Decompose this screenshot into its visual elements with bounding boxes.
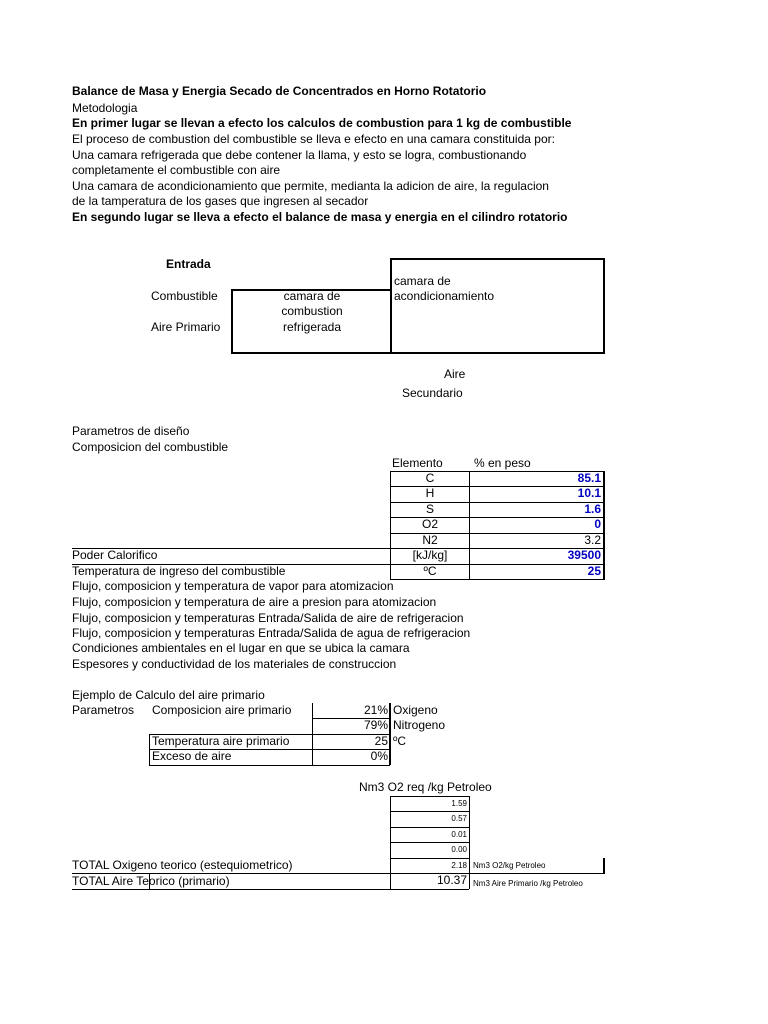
comp-aire-label: Composicion aire primario bbox=[152, 703, 292, 717]
o2-value: 1.59 bbox=[451, 799, 467, 808]
elemento-cell: H bbox=[425, 486, 435, 500]
temp-combustible-unit: ºC bbox=[423, 564, 437, 578]
combustible-label: Combustible bbox=[151, 289, 218, 303]
temp-combustible-value[interactable]: 25 bbox=[587, 564, 601, 578]
acondicionamiento-chamber bbox=[390, 258, 605, 354]
nitrogeno-pct[interactable]: 79% bbox=[363, 718, 388, 732]
total-aire-unit: Nm3 Aire Primario /kg Petroleo bbox=[473, 879, 583, 888]
flujo-item: Flujo, composicion y temperatura de aire a presion para atomizacion bbox=[72, 595, 437, 609]
parametros-diseno-label: Parametros de diseño bbox=[72, 424, 190, 438]
nitrogeno-label: Nitrogeno bbox=[393, 718, 446, 732]
flujo-item: Flujo, composicion y temperaturas Entrada/Salida de aire de refrigeracion bbox=[72, 611, 464, 625]
o2-header: Nm3 O2 req /kg Petroleo bbox=[359, 780, 492, 794]
intro-line-2: El proceso de combustion del combustible se lleva e efecto en una camara constituida por: bbox=[72, 132, 555, 146]
total-o2-unit: Nm3 O2/kg Petroleo bbox=[473, 861, 546, 870]
o2-value: 0.01 bbox=[451, 830, 467, 839]
o2-value: 0.57 bbox=[451, 814, 467, 823]
acond-label-1: camara de bbox=[394, 274, 451, 288]
temp-aire-label: Temperatura aire primario bbox=[152, 734, 290, 748]
parametros-label: Parametros bbox=[72, 703, 135, 717]
intro-line-1: En primer lugar se llevan a efecto los calculos de combustion para 1 kg de combustible bbox=[72, 116, 572, 130]
total-o2-value: 2.18 bbox=[451, 861, 467, 870]
combustion-label-2: combustion bbox=[281, 304, 343, 318]
elemento-cell: N2 bbox=[422, 533, 438, 547]
combustion-label-1: camara de bbox=[283, 289, 341, 303]
flujo-item: Espesores y conductividad de los materiales de construccion bbox=[72, 657, 397, 671]
oxigeno-pct[interactable]: 21% bbox=[363, 703, 388, 717]
temp-aire-value[interactable]: 25 bbox=[374, 734, 388, 748]
page-title: Balance de Masa y Energia Secado de Concentrados en Horno Rotatorio bbox=[72, 84, 487, 98]
aire-primario-label: Aire Primario bbox=[151, 320, 221, 334]
peso-cell[interactable]: 3.2 bbox=[584, 533, 601, 547]
poder-calorifico-value[interactable]: 39500 bbox=[567, 548, 601, 562]
intro-line-6: de la tamperatura de los gases que ingresen al secador bbox=[72, 194, 369, 208]
col-elemento-header: Elemento bbox=[392, 456, 443, 470]
poder-calorifico-unit: [kJ/kg] bbox=[412, 548, 448, 562]
exceso-aire-label: Exceso de aire bbox=[152, 749, 232, 763]
flujo-item: Condiciones ambientales en el lugar en que se ubica la camara bbox=[72, 641, 410, 655]
peso-cell[interactable]: 1.6 bbox=[584, 502, 601, 516]
intro-line-5: Una camara de acondicionamiento que permite, mediantа la adicion de aire, la regulacion bbox=[72, 179, 549, 193]
total-aire-label: TOTAL Aire Teorico (primario) bbox=[72, 874, 230, 888]
o2-value: 0.00 bbox=[451, 845, 467, 854]
col-peso-header: % en peso bbox=[474, 456, 531, 470]
combustion-label-3: refrigerada bbox=[282, 320, 342, 334]
elemento-cell: S bbox=[425, 502, 434, 516]
intro-line-4: completamente el combustible con aire bbox=[72, 163, 281, 177]
acond-label-2: acondicionamiento bbox=[394, 289, 495, 303]
elemento-cell: C bbox=[425, 471, 435, 485]
oxigeno-label: Oxigeno bbox=[393, 703, 438, 717]
exceso-aire-value[interactable]: 0% bbox=[370, 749, 388, 763]
temp-aire-unit: ºC bbox=[393, 734, 407, 748]
metodologia-label: Metodologia bbox=[72, 101, 138, 115]
composicion-label: Composicion del combustible bbox=[72, 440, 229, 454]
ejemplo-title: Ejemplo de Calculo del aire primario bbox=[72, 688, 265, 702]
secundario-label: Secundario bbox=[402, 386, 463, 400]
peso-cell[interactable]: 85.1 bbox=[577, 471, 601, 485]
aire-label: Aire bbox=[444, 367, 466, 381]
elemento-cell: O2 bbox=[421, 517, 438, 531]
temp-combustible-label: Temperatura de ingreso del combustible bbox=[72, 564, 286, 578]
flujo-item: Flujo, composicion y temperaturas Entrada/Salida de agua de refrigeracion bbox=[72, 626, 471, 640]
poder-calorifico-label: Poder Calorifico bbox=[72, 548, 158, 562]
total-o2-label: TOTAL Oxigeno teorico (estequiometrico) bbox=[72, 858, 293, 872]
flujo-item: Flujo, composicion y temperatura de vapor para atomizacion bbox=[72, 579, 394, 593]
peso-cell[interactable]: 0 bbox=[594, 517, 601, 531]
intro-line-3: Una camara refrigerada que debe contener la llama, y esto se logra, combustionando bbox=[72, 148, 527, 162]
diagram-entrada: Entrada bbox=[166, 257, 211, 271]
intro-line-7: En segundo lugar se lleva a efecto el balance de masa y energia en el cilindro rotatorio bbox=[72, 210, 568, 224]
total-aire-value: 10.37 bbox=[436, 873, 467, 887]
peso-cell[interactable]: 10.1 bbox=[577, 486, 601, 500]
